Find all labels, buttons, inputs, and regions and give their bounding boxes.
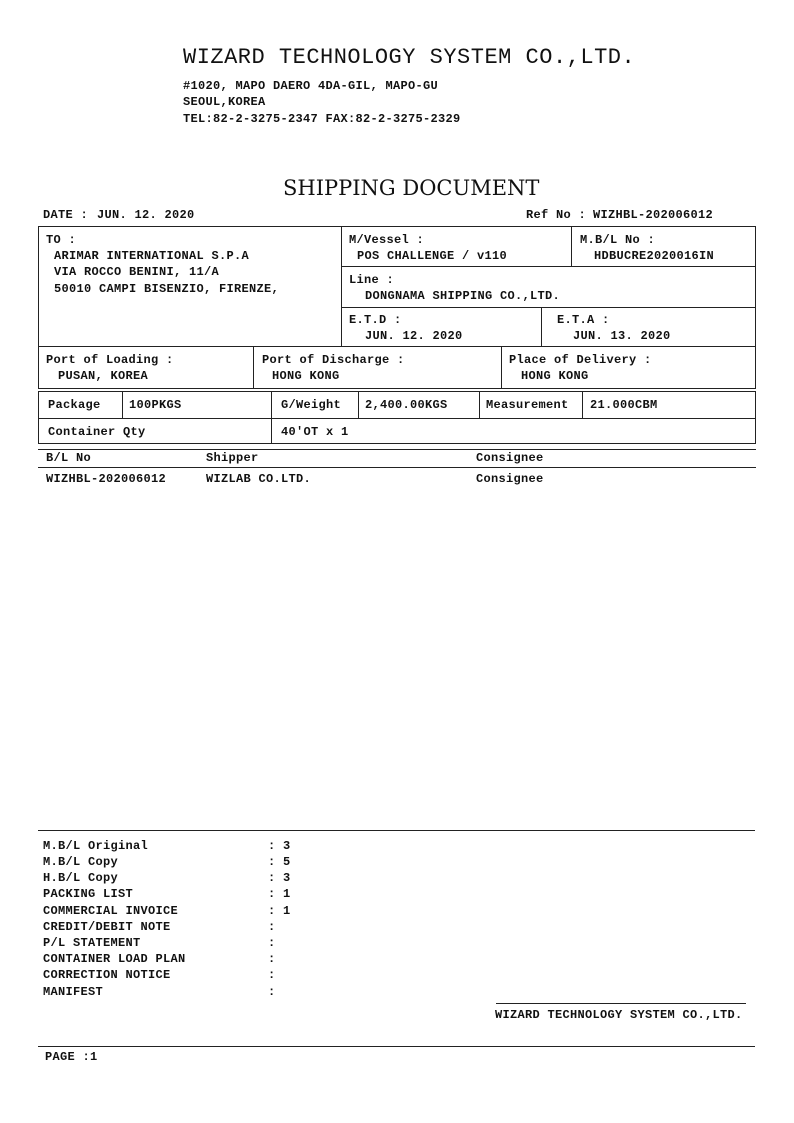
- document-title: SHIPPING DOCUMENT: [283, 176, 540, 200]
- divider: [571, 226, 572, 266]
- doc-value: :: [268, 952, 276, 966]
- signature-line: [496, 1003, 746, 1004]
- bl-header-blno: B/L No: [46, 451, 92, 465]
- divider: [253, 346, 254, 389]
- container-label: Container Qty: [48, 425, 146, 439]
- container-value: 40'OT x 1: [281, 425, 349, 439]
- doc-label: P/L STATEMENT: [43, 936, 141, 950]
- etd-value: JUN. 12. 2020: [365, 329, 463, 343]
- bl-header-consignee: Consignee: [476, 451, 544, 465]
- discharge-value: HONG KONG: [272, 369, 340, 383]
- doc-value: :: [268, 936, 276, 950]
- weight-label: G/Weight: [281, 398, 342, 412]
- doc-value: :: [268, 920, 276, 934]
- doc-value: : 3: [268, 839, 291, 853]
- doc-value: :: [268, 985, 276, 999]
- date-label: DATE :: [43, 208, 89, 222]
- divider: [341, 307, 756, 308]
- doc-value: : 5: [268, 855, 291, 869]
- divider: [358, 391, 359, 418]
- divider: [38, 449, 756, 450]
- divider: [479, 391, 480, 418]
- package-value: 100PKGS: [129, 398, 182, 412]
- weight-value: 2,400.00KGS: [365, 398, 448, 412]
- divider: [38, 418, 756, 419]
- vessel-label: M/Vessel :: [349, 233, 425, 247]
- doc-label: COMMERCIAL INVOICE: [43, 904, 179, 918]
- ref-label: Ref No :: [526, 208, 587, 222]
- doc-value: : 3: [268, 871, 291, 885]
- to-line2: VIA ROCCO BENINI, 11/A: [54, 265, 220, 279]
- eta-label: E.T.A :: [557, 313, 610, 327]
- mbl-value: HDBUCRE2020016IN: [594, 249, 715, 263]
- doc-value: : 1: [268, 887, 291, 901]
- mbl-label: M.B/L No :: [580, 233, 656, 247]
- to-line3: 50010 CAMPI BISENZIO, FIRENZE,: [54, 282, 280, 296]
- vessel-value: POS CHALLENGE / v110: [357, 249, 508, 263]
- table-row-consignee: Consignee: [476, 472, 544, 486]
- measurement-value: 21.000CBM: [590, 398, 658, 412]
- delivery-value: HONG KONG: [521, 369, 589, 383]
- doc-value: :: [268, 968, 276, 982]
- divider: [582, 391, 583, 418]
- date-value: JUN. 12. 2020: [97, 208, 195, 222]
- company-contact: TEL:82-2-3275-2347 FAX:82-2-3275-2329: [183, 112, 461, 126]
- doc-label: CONTAINER LOAD PLAN: [43, 952, 186, 966]
- doc-label: CREDIT/DEBIT NOTE: [43, 920, 171, 934]
- loading-label: Port of Loading :: [46, 353, 174, 367]
- divider: [271, 391, 272, 444]
- divider: [541, 307, 542, 347]
- company-address-line2: SEOUL,KOREA: [183, 95, 266, 109]
- eta-value: JUN. 13. 2020: [573, 329, 671, 343]
- bl-header-shipper: Shipper: [206, 451, 259, 465]
- table-row-blno: WIZHBL-202006012: [46, 472, 167, 486]
- company-name: WIZARD TECHNOLOGY SYSTEM CO.,LTD.: [183, 45, 636, 70]
- divider: [38, 830, 755, 831]
- doc-label: M.B/L Copy: [43, 855, 119, 869]
- company-address-line1: #1020, MAPO DAERO 4DA-GIL, MAPO-GU: [183, 79, 439, 93]
- signature-company: WIZARD TECHNOLOGY SYSTEM CO.,LTD.: [495, 1008, 743, 1022]
- line-label: Line :: [349, 273, 395, 287]
- etd-label: E.T.D :: [349, 313, 402, 327]
- divider: [38, 467, 756, 468]
- doc-value: : 1: [268, 904, 291, 918]
- page-number: PAGE :1: [45, 1050, 98, 1064]
- measurement-label: Measurement: [486, 398, 569, 412]
- divider: [122, 391, 123, 418]
- divider: [38, 1046, 755, 1047]
- table-row-shipper: WIZLAB CO.LTD.: [206, 472, 312, 486]
- doc-label: H.B/L Copy: [43, 871, 119, 885]
- divider: [341, 266, 756, 267]
- package-label: Package: [48, 398, 101, 412]
- doc-label: M.B/L Original: [43, 839, 149, 853]
- to-line1: ARIMAR INTERNATIONAL S.P.A: [54, 249, 250, 263]
- doc-label: MANIFEST: [43, 985, 104, 999]
- line-value: DONGNAMA SHIPPING CO.,LTD.: [365, 289, 561, 303]
- divider: [38, 346, 756, 347]
- loading-value: PUSAN, KOREA: [58, 369, 149, 383]
- doc-label: CORRECTION NOTICE: [43, 968, 171, 982]
- to-label: TO :: [46, 233, 77, 247]
- discharge-label: Port of Discharge :: [262, 353, 405, 367]
- doc-label: PACKING LIST: [43, 887, 134, 901]
- divider: [501, 346, 502, 389]
- divider: [341, 226, 342, 347]
- delivery-label: Place of Delivery :: [509, 353, 652, 367]
- ref-value: WIZHBL-202006012: [593, 208, 714, 222]
